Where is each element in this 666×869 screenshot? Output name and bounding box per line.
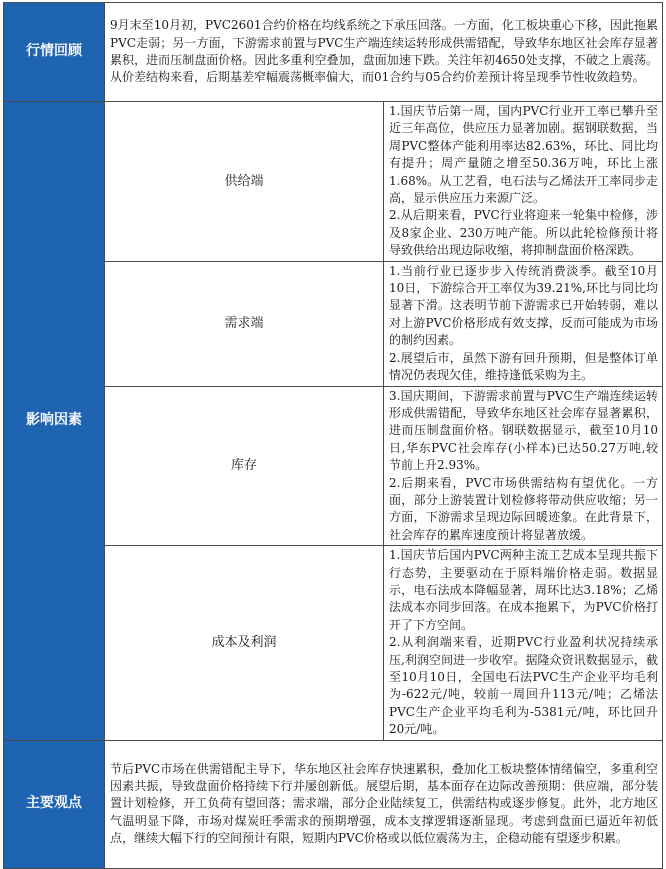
market-review-text: 9月末至10月初，PVC2601合约价格在均线系统之下承压回落。一方面，化工板块重心下移，因此拖累PVC走弱；另一方面，下游需求前置与PVC生产端连续运转形成供需错配，导致华东地区社会库存显著累积，进而压制盘面价格。因此多重利空叠加，盘面加速下跌。关注年初4650处支撑，不破之上震荡。从价差结构来看，后期基差窄幅震荡概率偏大，而01合约与05合约价差预计将呈现季节性收敛趋势。 xyxy=(105,3,663,102)
demand-label: 需求端 xyxy=(105,261,384,386)
main-view-text: 节后PVC市场在供需错配主导下，华东地区社会库存快速累积，叠加化工板块整体情绪偏空，多重利空因素共振，导致盘面价格持续下行并屡创新低。展望后期，基本面存在边际改善预期：供应端，部分装置计划检修，开工负荷有望回落；需求端，部分企业陆续复工，供需结构或逐步修复。此外，北方地区气温明显下降，市场对煤炭旺季需求的预期增强，成本支撑逻辑逐渐显现。考虑到盘面已逼近年初低点，继续大幅下行的空间预计有限，短期内PVC价格或以低位震荡为主，企稳动能有望逐步积累。 xyxy=(105,740,663,868)
supply-label: 供给端 xyxy=(105,102,384,262)
main-view-row xyxy=(4,740,663,868)
market-review-row xyxy=(4,3,663,102)
supply-text: 1.国庆节后第一周，国内PVC行业开工率已攀升至近三年高位，供应压力显著加剧。据钢联数据，当周PVC整体产能利用率达82.63%，环比、同比均有提升；周产量随之增至50.36万吨，环比上涨1.68%。从工艺看，电石法与乙烯法开工率同步走高，显示供应压力来源广泛。 2.从后期来看，PVC行业将迎来一轮集中检修，涉及8家企业、230万吨产能。所以此轮检修预计将导致供给出现边际收缩，将抑制盘面价格深跌。 xyxy=(384,102,663,262)
inventory-text: 3.国庆期间，下游需求前置与PVC生产端连续运转形成供需错配，导致华东地区社会库存显著累积，进而压制盘面价格。钢联数据显示，截至10月10日,华东PVC社会库存(小样本)已达50.27万吨,较节前上升2.93%。 2.后期来看，PVC市场供需结构有望优化。一方面，部分上游装置计划检修将带动供应收缩；另一方面，下游需求呈现边际回暖迹象。在此背景下，社会库存的累库速度预计将显著放缓。 xyxy=(384,386,663,546)
market-review-header: 行情回顾 xyxy=(4,3,105,102)
demand-text: 1.当前行业已逐步步入传统消费淡季。截至10月10日，下游综合开工率仅为39.21%,环比与同比均显著下滑。这表明节前下游需求已开始转弱，难以对上游PVC价格形成有效支撑，反而可能成为市场的制约因素。 2.展望后市，虽然下游有回升预期，但是整体订单情况仍表现欠佳，维持逢低采购为主。 xyxy=(384,261,663,386)
inventory-label: 库存 xyxy=(105,386,384,546)
supply-row xyxy=(4,102,663,262)
cost-profit-text: 1.国庆节后国内PVC两种主流工艺成本呈现共振下行态势，主要驱动在于原料端价格走弱。数据显示，电石法成本降幅显著，周环比达3.18%；乙烯法成本亦同步回落。在成本拖累下，为PVC价格打开了下方空间。 2.从利润端来看，近期PVC行业盈利状况持续承压,利润空间进一步收窄。据隆众资讯数据显示，截至10月10日，全国电石法PVC生产企业平均毛利为-622元/吨，较前一周回升113元/吨；乙烯法PVC生产企业平均毛利为-5381元/吨，环比回升20元/吨。 xyxy=(384,546,663,740)
main-view-header: 主要观点 xyxy=(4,740,105,868)
pvc-report-table xyxy=(3,2,663,869)
factors-header: 影响因素 xyxy=(4,102,105,741)
cost-profit-label: 成本及利润 xyxy=(105,546,384,740)
